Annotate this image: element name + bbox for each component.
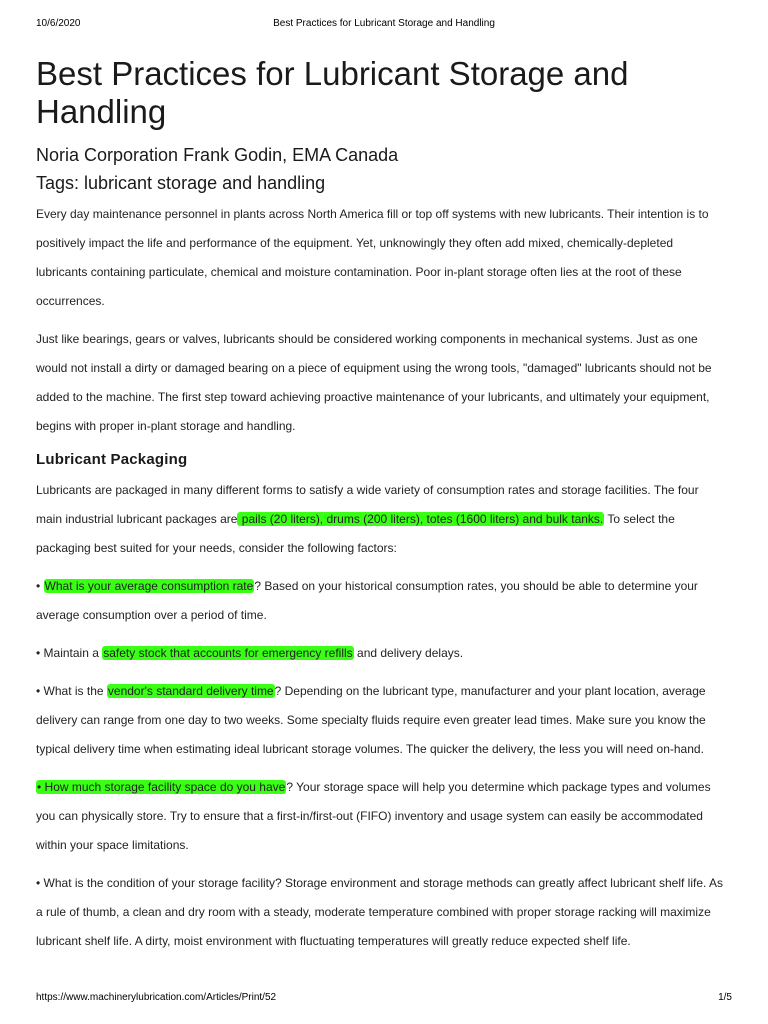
factor-consumption-rate [36,572,726,630]
article-title: Best Practices for Lubricant Storage and Handling [36,55,629,130]
packaging-text: Lubricants are packaged in many different forms to satisfy a wide variety of consumption rates and storage facilities. The four main industrial lubricant packages are [36,483,699,526]
safety-text-end: and delivery delays. [353,646,464,660]
delivery-text: • What is the [36,684,107,698]
safety-highlight: safety stock that accounts for emergency refills [103,646,353,660]
page-number: 1/5 [718,992,732,1003]
source-url: https://www.machinerylubrication.com/Articles/Print/52 [36,992,277,1003]
delivery-text-end: ? Depending on the lubricant type, manufacturer and your plant location, average delivery can range from one day to two weeks. Some specialty fluids require even greater lead times. Make sure you know the typical delivery time when estimating ideal lubricant storage volumes. The quicker the delivery, the less you will need on-hand. [36,684,706,756]
bullet: • [36,579,44,593]
factor-delivery-time [36,677,726,764]
section-heading: Lubricant Packaging [36,451,188,468]
print-page-title: Best Practices for Lubricant Storage and Handling [273,18,495,29]
packaging-highlight: pails (20 liters), drums (200 liters), totes (1600 liters) and bulk tanks. [238,512,604,526]
packaging-paragraph [36,476,726,563]
consumption-text: ? Based on your historical consumption rates, you should be able to determine your average consumption over a period of time. [36,579,698,622]
print-header [36,18,732,32]
print-footer [36,992,732,1006]
factor-safety-stock [36,639,726,668]
storage-highlight: • How much storage facility space do you have [37,780,286,794]
intro-paragraph: Every day maintenance personnel in plants across North America fill or top off systems with new lubricants. Their intention is to positively impact the life and performance of the equipment. Yet, unknowingly they often add mixed, chemically-depleted lubricants containing particulate, chemical and moisture contamination. Poor in-plant storage often lies at the root of these occurrences. [36,207,709,308]
storage-text: ? Your storage space will help you determine which package types and volumes you can physically store. Try to ensure that a first-in/first-out (FIFO) inventory and usage system can easily be accommodated within your space limitations. [36,780,711,852]
consumption-highlight: What is your average consumption rate [44,579,254,593]
safety-text: • Maintain a [36,646,103,660]
delivery-highlight: vendor's standard delivery time [107,684,274,698]
components-paragraph: Just like bearings, gears or valves, lubricants should be considered working components in mechanical systems. Just as one would not install a dirty or damaged bearing on a piece of equipment using the wrong tools, "damaged" lubricants should not be added to the machine. The first step toward achieving proactive maintenance of your lubricants, and ultimately your equipment, begins with proper in-plant storage and handling. [36,332,712,433]
factor-storage-condition: • What is the condition of your storage facility? Storage environment and storage methods can greatly affect lubricant shelf life. As a rule of thumb, a clean and dry room with a steady, moderate temperature combined with proper storage racking will maximize lubricant shelf life. A dirty, moist environment with fluctuating temperatures will greatly reduce expected shelf life. [36,876,724,948]
print-date: 10/6/2020 [36,18,81,29]
factor-storage-space [36,773,726,860]
article [36,55,726,965]
article-author: Noria Corporation Frank Godin, EMA Canada [36,145,399,165]
article-tags: Tags: lubricant storage and handling [36,173,326,193]
packaging-text-end: To select the packaging best suited for your needs, consider the following factors: [36,512,675,555]
